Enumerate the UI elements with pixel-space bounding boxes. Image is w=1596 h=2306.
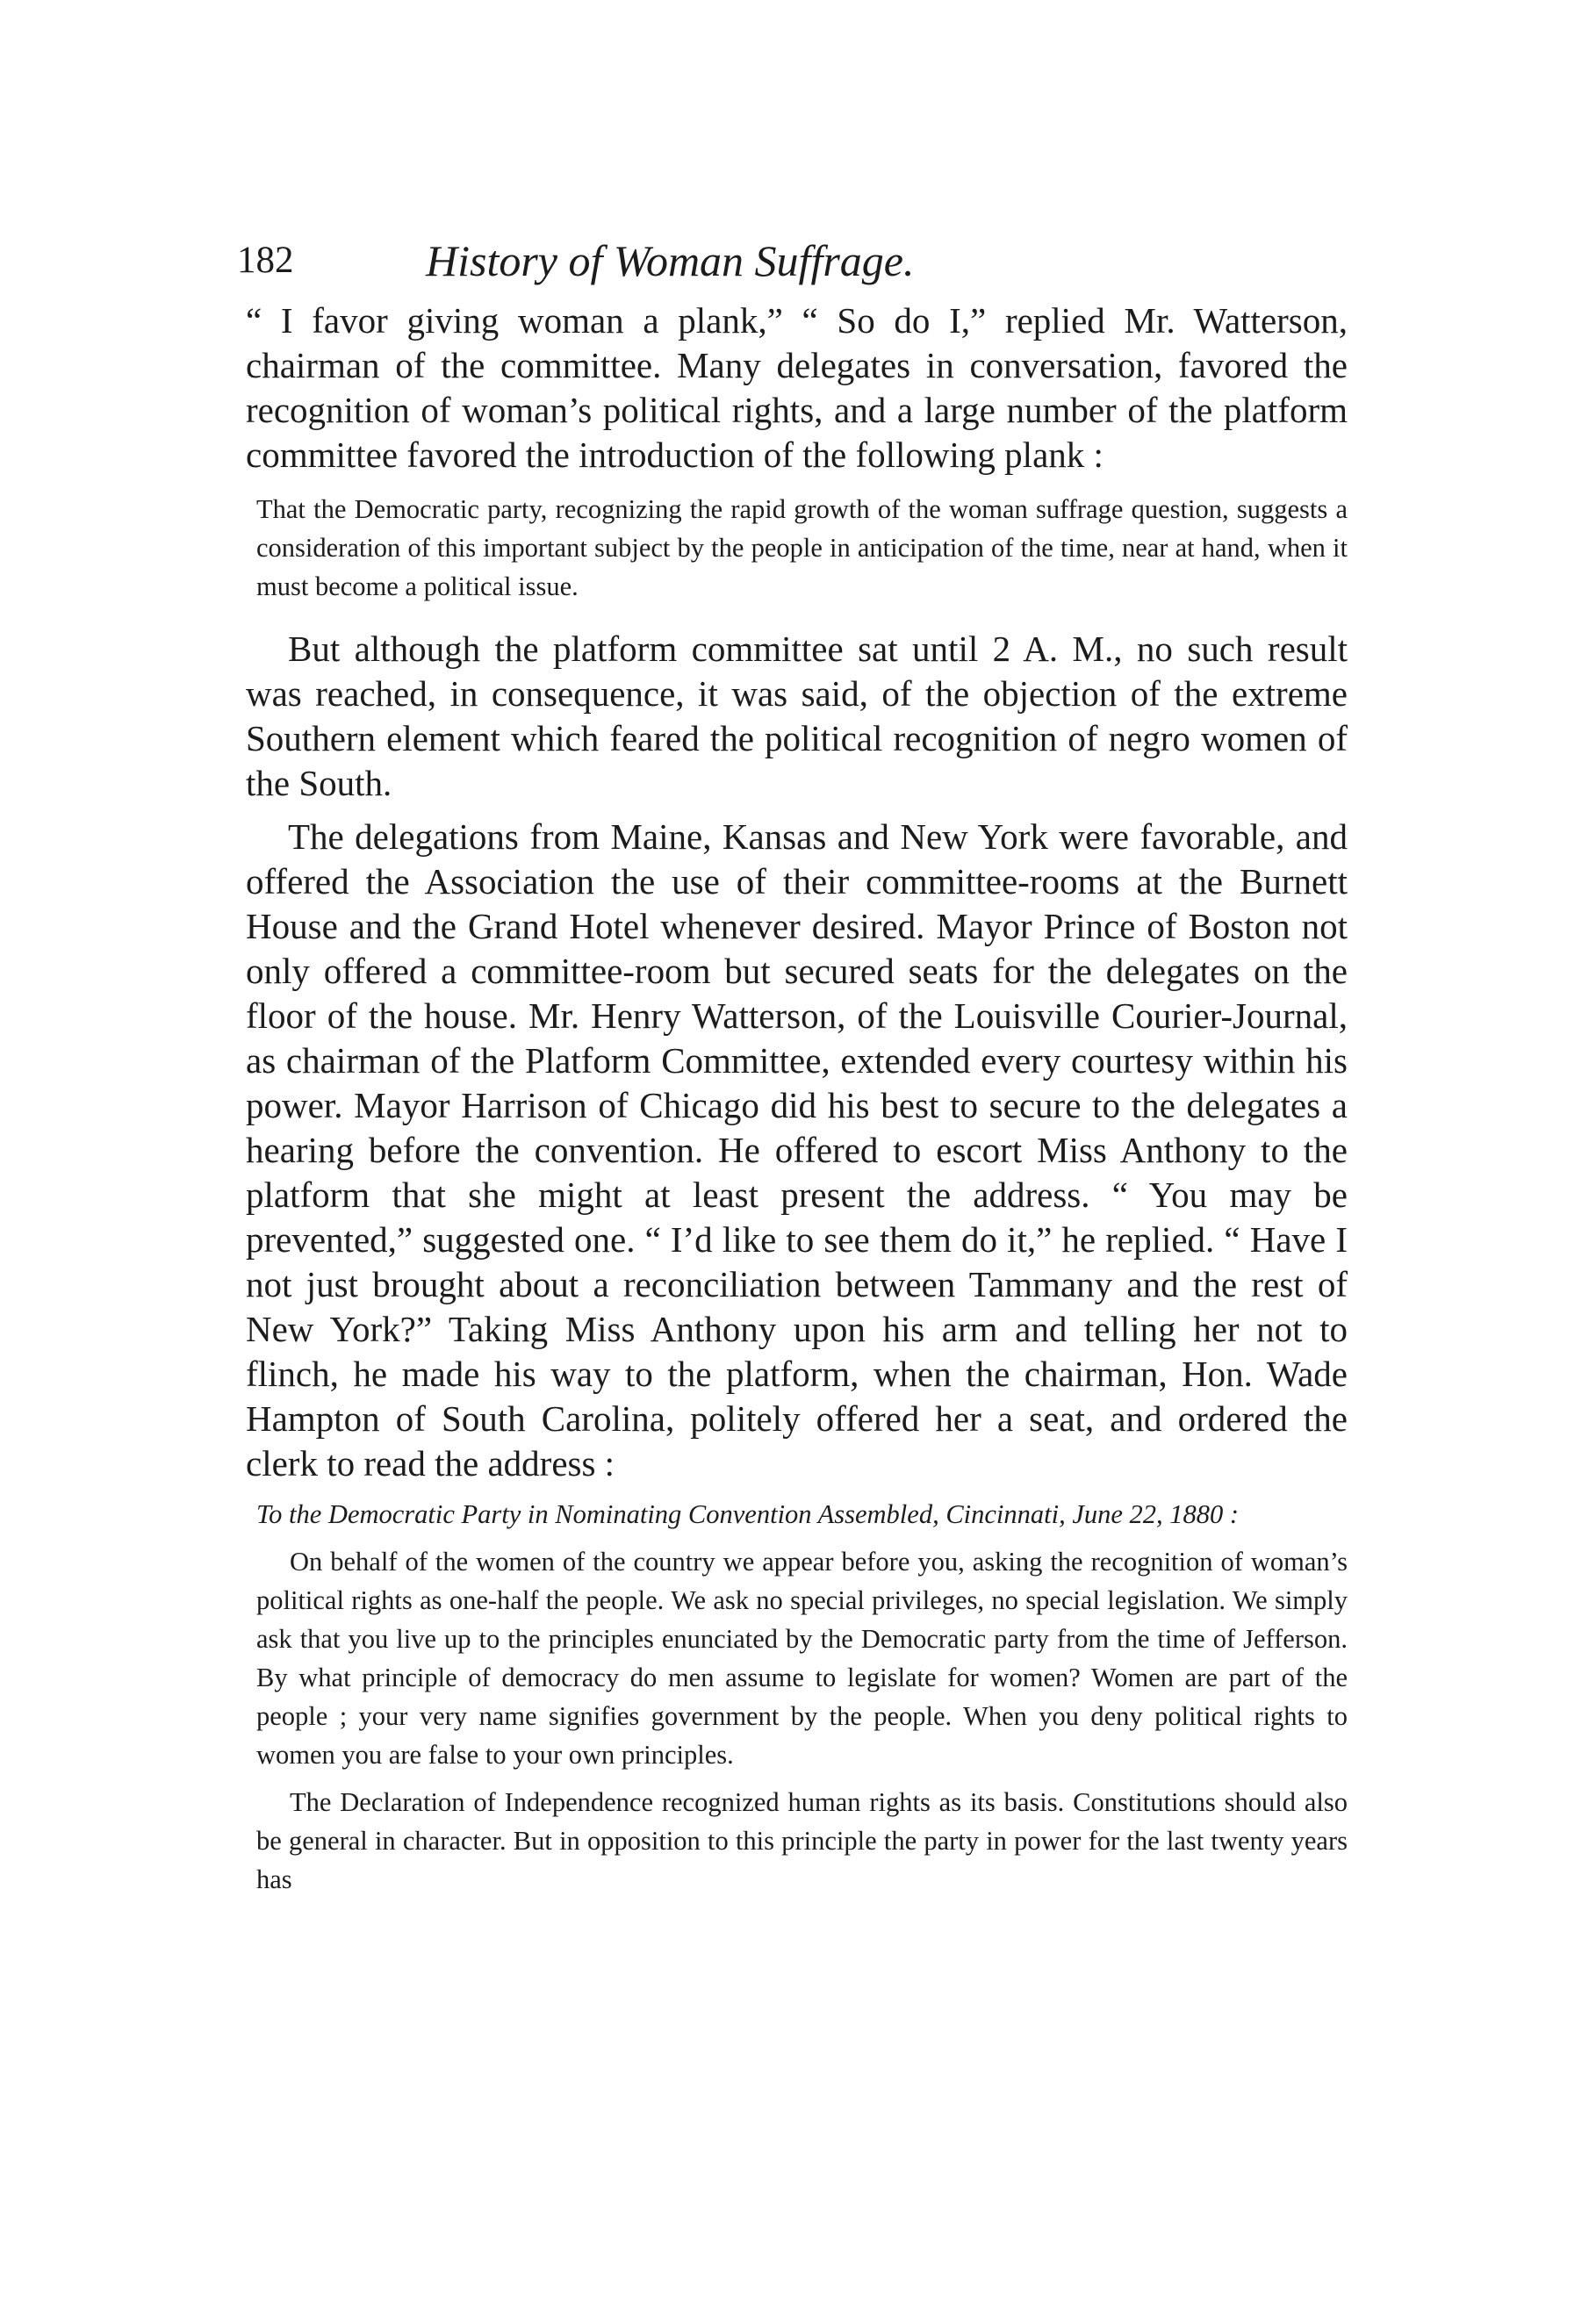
paragraph-plank-discussion: “ I favor giving woman a plank,” “ So do I,” replied Mr. Watterson, chairman of the committee. Many delegates in conversation, favored the recognition of woman’s political rights, and a large number of the platform committee favored the introduction of the following plank : [246, 300, 1348, 475]
page-number: 182 [237, 240, 294, 281]
paragraph-delegations: The delegations from Maine, Kansas and New York were favorable, and offered the Association the use of their committee-rooms at the Burnett House and the Grand Hotel whenever desired. Mayor Prince of Boston not only offered a committee-room but secured seats for the delegates on the floor of the house. Mr. Henry Watterson, of the Louisville Courier-Journal, as chairman of the Platform Committee, extended every courtesy within his power. Mayor Harrison of Chicago did his best to secure to the delegates a hearing before the convention. He offered to escort Miss Anthony to the platform that she might at least present the address. “ You may be prevented,” suggested one. “ I’d like to see them do it,” he replied. “ Have I not just brought about a reconciliation between Tammany and the rest of New York?” Taking Miss Anthony upon his arm and telling her not to flinch, he made his way to the platform, when the chairman, Hon. Wade Hampton of South Carolina, politely offered her a seat, and ordered the clerk to read the address : [246, 816, 1348, 1483]
page-body [246, 298, 1348, 1899]
running-head: History of Woman Suffrage. [426, 236, 915, 285]
paragraph-committee-result: But although the platform committee sat until 2 A. M., no such result was reached, in consequence, it was said, of the objection of the extreme Southern element which feared the political recognition of negro women of the South. [246, 629, 1348, 803]
page-header [237, 230, 1361, 291]
quoted-plank: That the Democratic party, recognizing the rapid growth of the woman suffrage question, suggests a consideration of this important subject by the people in anticipation of the time, near at hand, when it must become a political issue. [256, 494, 1348, 601]
address-salutation: To the Democratic Party in Nominating Convention Assembled, Cincinnati, June 22, 1880 : [256, 1499, 1240, 1529]
address-paragraph-2: The Declaration of Independence recognized human rights as its basis. Constitutions should also be general in character. But in opposition to this principle the party in power for the last twenty years has [256, 1787, 1348, 1894]
address-paragraph-1: On behalf of the women of the country we appear before you, asking the recognition of woman’s political rights as one-half the people. We ask no special privileges, no special legislation. We simply ask that you live up to the principles enunciated by the Democratic party from the time of Jefferson. By what principle of democracy do men assume to legislate for women? Women are part of the people ; your very name signifies government by the people. When you deny political rights to women you are false to your own principles. [256, 1547, 1348, 1770]
